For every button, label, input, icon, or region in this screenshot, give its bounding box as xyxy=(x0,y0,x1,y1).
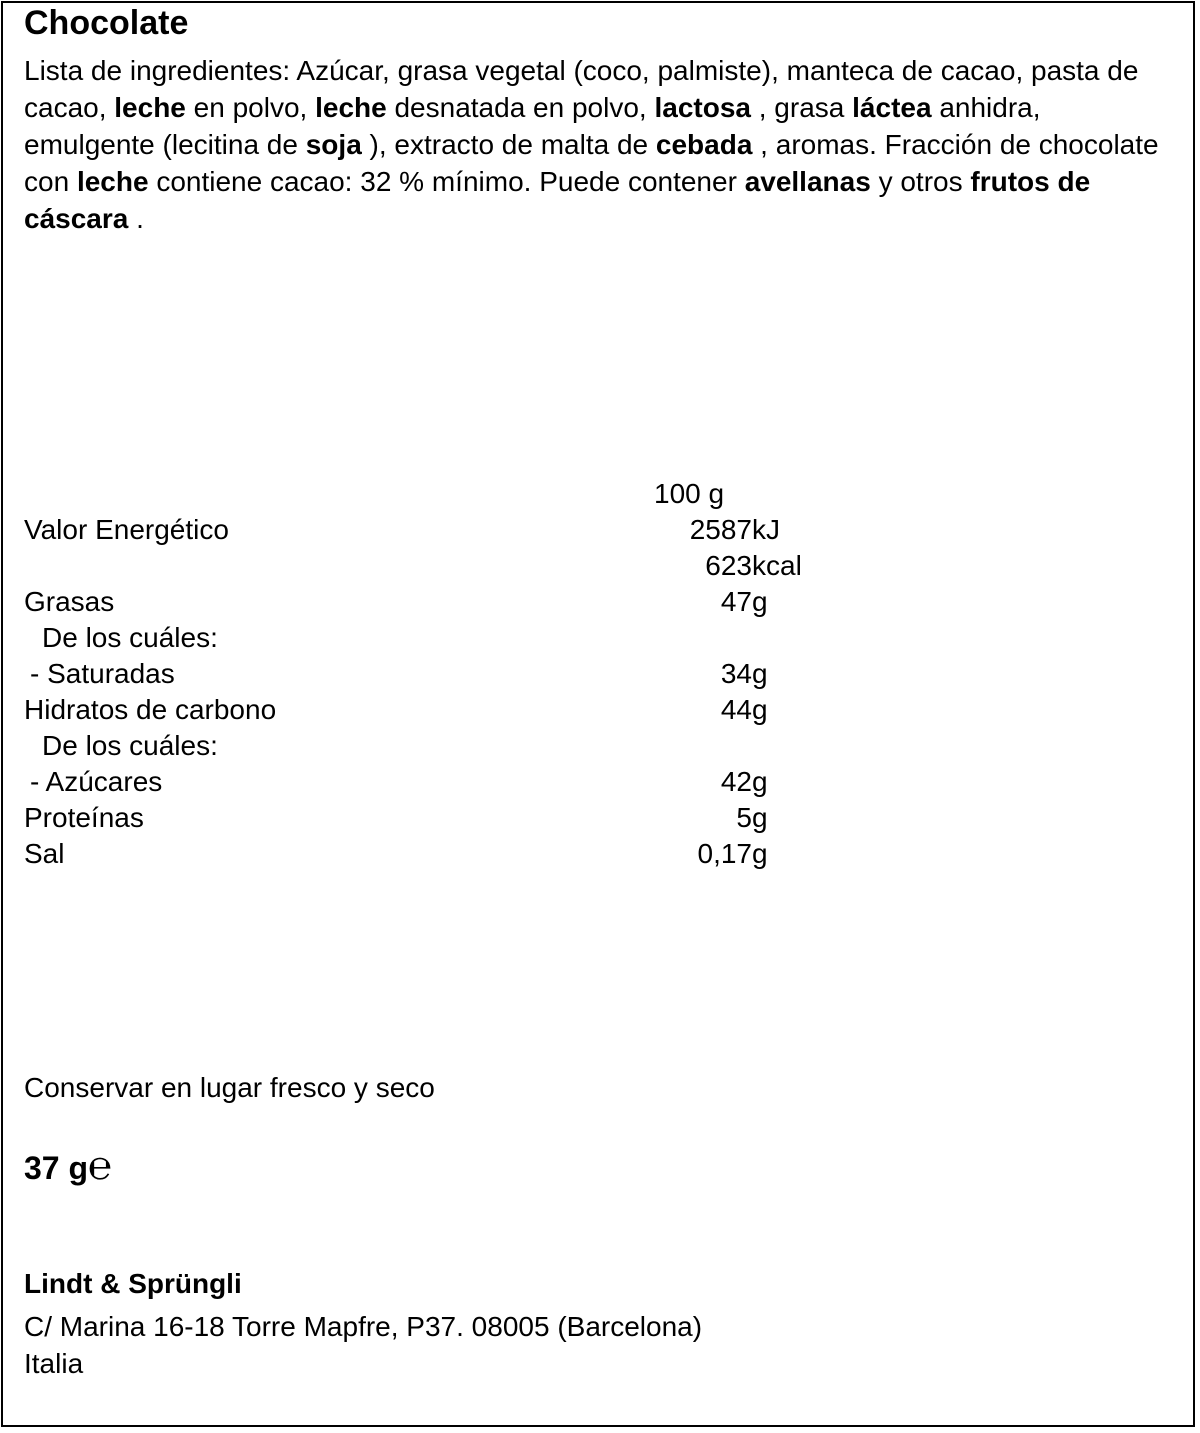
nutrient-value: 47 xyxy=(720,586,752,617)
estimated-sign-icon: ℮ xyxy=(88,1143,113,1189)
nutrition-row xyxy=(24,620,812,656)
nutrient-value xyxy=(632,620,752,656)
nutrient-unit: g xyxy=(752,658,768,689)
nutrient-value: 0,17 xyxy=(697,838,752,869)
product-title: Chocolate xyxy=(24,4,189,42)
manufacturer-name: Lindt & Sprüngli xyxy=(24,1268,242,1299)
nutrient-value: 5 xyxy=(736,802,752,833)
ingredients-text: en polvo, xyxy=(185,92,316,123)
nutrient-unit: kcal xyxy=(752,550,802,581)
allergen-highlight: leche xyxy=(76,166,149,197)
nutrient-value: 2587 xyxy=(689,514,752,545)
nutrient-unit xyxy=(752,728,812,764)
nutrient-label: Hidratos de carbono xyxy=(24,694,277,725)
allergen-highlight: soja xyxy=(305,129,362,160)
nutrition-header-row xyxy=(24,476,812,512)
ingredients-text: . xyxy=(128,203,144,234)
nutrition-row xyxy=(24,656,812,692)
nutrient-unit: g xyxy=(752,802,768,833)
nutrition-header: 100 g xyxy=(654,478,725,509)
ingredients-text: , grasa xyxy=(750,92,853,123)
allergen-highlight: avellanas xyxy=(744,166,871,197)
allergen-highlight: lactosa xyxy=(654,92,751,123)
nutrition-row xyxy=(24,584,812,620)
net-weight-value: 37 g xyxy=(24,1150,89,1186)
nutrition-row xyxy=(24,764,812,800)
nutrition-row xyxy=(24,728,812,764)
allergen-highlight: leche xyxy=(114,92,186,123)
ingredients-list xyxy=(24,52,1174,237)
nutrient-label: - Azúcares xyxy=(30,766,163,797)
ingredients-text: desnatada en polvo, xyxy=(386,92,655,123)
nutrient-unit xyxy=(752,620,812,656)
manufacturer-address: C/ Marina 16-18 Torre Mapfre, P37. 08005 (Barcelona) xyxy=(24,1311,703,1342)
nutrient-value: 34 xyxy=(720,658,752,689)
allergen-highlight: láctea xyxy=(852,92,932,123)
nutrient-label: Valor Energético xyxy=(24,514,229,545)
nutrition-row xyxy=(24,692,812,728)
allergen-highlight: frutos de cáscara xyxy=(24,166,1091,234)
nutrient-unit: g xyxy=(752,766,768,797)
storage-instructions: Conservar en lugar fresco y seco xyxy=(24,1072,435,1103)
ingredients-text: , aromas. Fracción de chocolate con xyxy=(24,129,1159,197)
nutrient-unit: g xyxy=(752,586,768,617)
nutrition-table xyxy=(24,476,812,872)
nutrient-label: Sal xyxy=(24,838,65,869)
nutrient-label: De los cuáles: xyxy=(42,622,218,653)
nutrient-unit: g xyxy=(752,838,768,869)
nutrient-label: De los cuáles: xyxy=(42,730,218,761)
nutrient-value xyxy=(632,728,752,764)
nutrition-header-spacer xyxy=(24,476,632,512)
nutrient-unit: g xyxy=(752,694,768,725)
manufacturer-country: Italia xyxy=(24,1348,84,1379)
nutrition-row xyxy=(24,512,812,548)
ingredients-text: Lista de ingredientes: Azúcar, grasa vegetal (coco, palmiste), manteca de cacao, pasta de cacao, xyxy=(24,55,1139,123)
nutrition-row xyxy=(24,548,812,584)
nutrient-label xyxy=(24,548,632,584)
nutrient-unit: kJ xyxy=(752,514,780,545)
net-weight xyxy=(24,1143,113,1189)
ingredients-text: ), extracto de malta de xyxy=(361,129,656,160)
ingredients-text: y otros xyxy=(870,166,971,197)
allergen-highlight: leche xyxy=(315,92,387,123)
nutrition-row xyxy=(24,800,812,836)
ingredients-text: contiene cacao: 32 % mínimo. Puede contener xyxy=(148,166,745,197)
nutrition-row xyxy=(24,836,812,872)
allergen-highlight: cebada xyxy=(655,129,753,160)
nutrient-label: - Saturadas xyxy=(30,658,175,689)
nutrient-value: 44 xyxy=(720,694,752,725)
nutrient-label: Grasas xyxy=(24,586,115,617)
nutrient-label: Proteínas xyxy=(24,802,144,833)
ingredients-text: anhidra, emulgente (lecitina de xyxy=(24,92,1041,160)
nutrient-value: 623 xyxy=(705,550,752,581)
nutrient-value: 42 xyxy=(720,766,752,797)
